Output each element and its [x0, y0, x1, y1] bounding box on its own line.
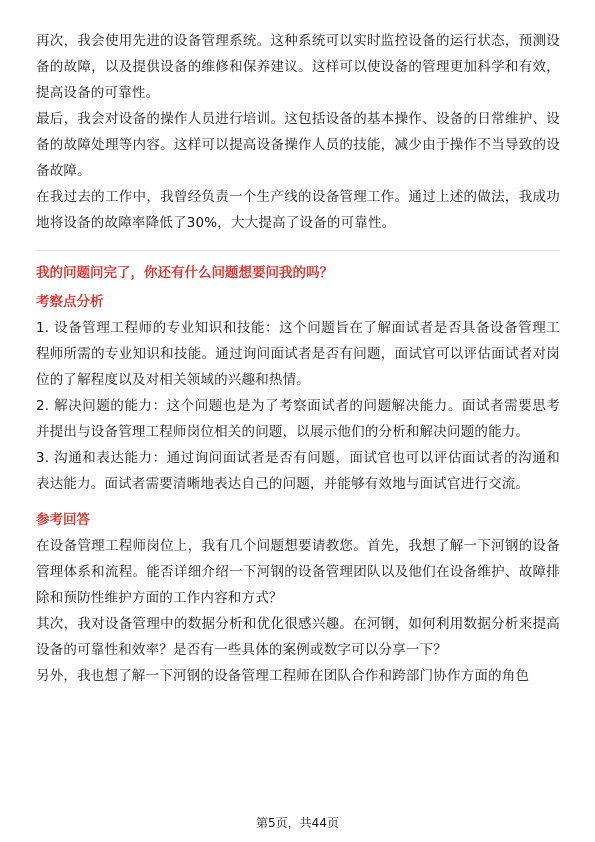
- analysis-item-1: 1. 设备管理工程师的专业知识和技能：这个问题旨在了解面试者是否具备设备管理工程师所需的专业知识和技能。通过询问面试者是否有问题，面试官可以评估面试者对岗位的了解程度以及对相关领域的兴趣和热情。: [36, 320, 560, 388]
- reference-paragraph-3: 另外，我也想了解一下河钢的设备管理工程师在团队合作和跨部门协作方面的角色: [36, 668, 530, 684]
- question-heading: 我的问题问完了，你还有什么问题想要问我的吗？: [36, 265, 333, 281]
- intro-paragraph-1: 再次，我会使用先进的设备管理系统。这种系统可以实时监控设备的运行状态，预测设备的故障，以及提供设备的维修和保养建议。这样可以使设备的管理更加科学和有效，提高设备的可靠性。: [36, 33, 560, 101]
- analysis-item-3: 3. 沟通和表达能力：通过询问面试者是否有问题，面试官也可以评估面试者的沟通和表达能力。面试者需要清晰地表达自己的问题，并能够有效地与面试官进行交流。: [36, 450, 560, 492]
- analysis-title: 考察点分析: [36, 294, 104, 310]
- page-number: 第5页，共44页: [256, 816, 339, 830]
- intro-paragraph-2: 最后，我会对设备的操作人员进行培训。这包括设备的基本操作、设备的日常维护、设备的故障处理等内容。这样可以提高设备操作人员的技能，减少由于操作不当导致的设备故障。: [36, 111, 560, 179]
- document-page: [36, 28, 560, 689]
- analysis-item-2: 2. 解决问题的能力：这个问题也是为了考察面试者的问题解决能力。面试者需要思考并提出与设备管理工程师岗位相关的问题，以展示他们的分析和解决问题的能力。: [36, 398, 560, 440]
- intro-paragraph-3: 在我过去的工作中，我曾经负责一个生产线的设备管理工作。通过上述的做法，我成功地将设备的故障率降低了30%，大大提高了设备的可靠性。: [36, 189, 560, 231]
- reference-paragraph-1: 在设备管理工程师岗位上，我有几个问题想要请教您。首先，我想了解一下河钢的设备管理体系和流程。能否详细介绍一下河钢的设备管理团队以及他们在设备维护、故障排除和预防性维护方面的工作内容和方式？: [36, 538, 560, 606]
- reference-title: 参考回答: [36, 512, 90, 528]
- reference-paragraph-2: 其次，我对设备管理中的数据分析和优化很感兴趣。在河钢，如何利用数据分析来提高设备的可靠性和效率？是否有一些具体的案例或数字可以分享一下？: [36, 616, 560, 658]
